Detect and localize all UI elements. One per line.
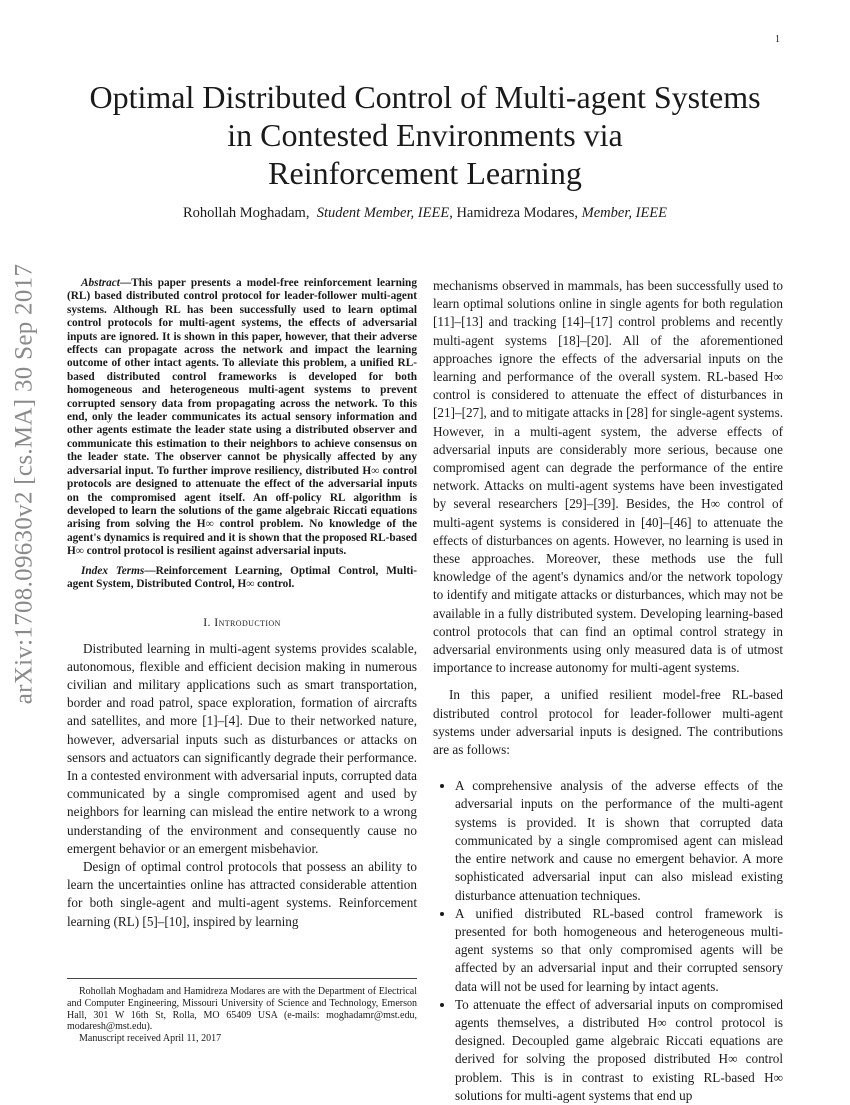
- arxiv-stamp-text: arXiv:1708.09630v2 [cs.MA] 30 Sep 2017: [10, 263, 37, 705]
- index-terms-text: —Reinforcement Learning, Optimal Control, Multi-agent System, Distributed Control, H∞ control.: [67, 564, 417, 590]
- list-item: • A unified distributed RL-based control framework is presented for both homogeneous and heterogeneous multi-agent systems so that only compromised agents will be affected by an adversarial input and their corrupted sensory data will not be used for learning by intact agents.: [455, 905, 783, 996]
- title-line-1: Optimal Distributed Control of Multi-agent Systems: [89, 79, 761, 115]
- author-line: Rohollah Moghadam, Student Member, IEEE, Hamidreza Modares, Member, IEEE: [182, 205, 668, 221]
- index-terms-label: Index Terms: [81, 564, 145, 577]
- section-number: I.: [203, 615, 211, 630]
- section-title: Introduction: [214, 615, 281, 630]
- author-1: Rohollah Moghadam,: [182, 205, 310, 221]
- abstract-label: Abstract: [81, 277, 120, 289]
- paper-title: [40, 78, 810, 192]
- contributions-list: [433, 777, 783, 1105]
- abstract: [67, 277, 417, 559]
- footnote: [67, 978, 417, 1045]
- index-terms: [67, 565, 417, 592]
- abstract-text: —This paper presents a model-free reinforcement learning (RL) based distributed control protocol for leader-follower multi-agent systems. Although RL has been successfully used to learn optimal control protocols for multi-agent systems, the effects of adversarial inputs are ignored. It is shown in this paper, however, that their adverse effects can propagate across the network and impact the learning outcome of other intact agents. To alleviate this problem, a unified RL-based distributed control frameworks is developed for both homogeneous and heterogeneous multi-agent systems to prevent corrupted sensory data from propagating across the network. To this end, only the leader communicates its actual sensory information and other agents estimate the leader state using a distributed observer and communicate this estimation to their neighbors to achieve consensus on the leader state. The observer cannot be physically affected by any adversarial input. To further improve resiliency, distributed H∞ control protocols are designed to attenuate the effect of the adversarial inputs on the compromised agent itself. An off-policy RL algorithm is developed to learn the solutions of the game algebraic Riccati equations arising from solving the H∞ control problem. No knowledge of the agent's dynamics is required and it is shown that the proposed RL-based H∞ control protocol is resilient against adversarial inputs.: [67, 277, 417, 558]
- footnote-affiliation: Rohollah Moghadam and Hamidreza Modares are with the Department of Electrical and Computer Engineering, Missouri University of Science and Technology, Emerson Hall, 301 W 16th St, Rolla, MO 65409 USA (e-mails: moghadamr@mst.edu, modaresh@mst.edu).: [67, 986, 417, 1033]
- page-number: 1: [775, 34, 780, 45]
- right-paragraph-1: mechanisms observed in mammals, has been successfully used to learn optimal solutions online in single agents for both regulation [11]–[13] and tracking [14]–[17] control problems and recently multi-agent systems [18]–[20]. All of the aforementioned approaches ignore the effects of the adversarial inputs on the learning and performance of the overall system. RL-based H∞ control is considered to attenuate the effect of disturbances in [21]–[27], and to mitigate attacks in [28] for single-agent systems. However, in a multi-agent system, the adverse effects of adversarial inputs are considerably more serious, because one compromised agent can degrade the performance of the entire network. Attacks on multi-agent systems have been investigated by several researchers [29]–[39]. Besides, the H∞ control of multi-agent systems is considered in [40]–[46] to attenuate the effects of disturbances on agents. However, no learning is used in these approaches. Moreover, these methods use the full knowledge of the agent's dynamics and/or the network topology to identify and mitigate attacks or disturbances, which may not be available in a fully distributed system. Developing learning-based control protocols that can find an optimal control strategy in adversarial environments using only measured data is of utmost importance to increase autonomy for multi-agent systems.: [433, 278, 783, 676]
- list-item: • A comprehensive analysis of the adverse effects of the adversarial inputs on the performance of the multi-agent systems is provided. It is shown that corrupted data communicated by a single compromised agent can mislead the entire network and cause no emergent behavior. A more sophisticated adversarial input can also mislead existing disturbance attenuation techniques.: [455, 777, 783, 904]
- title-line-2: in Contested Environments via: [227, 117, 623, 153]
- section-heading-introduction: [67, 613, 417, 631]
- right-paragraph-2: In this paper, a unified resilient model-free RL-based distributed control protocol for leader-follower multi-agent systems under adversarial inputs is designed. The contributions are as follows:: [433, 687, 783, 758]
- intro-paragraph-1: Distributed learning in multi-agent systems provides scalable, autonomous, flexible and efficient decision making in numerous civilian and military applications such as smart transportation, border and road patrol, space exploration, formation of aircrafts and satellites, and more [1]–[4]. Due to their networked nature, however, adversarial inputs such as disturbances or attacks on sensors and actuators can significantly degrade their performance. In a contested environment with adversarial inputs, corrupted data communicated by a single compromised agent and used by neighbors for learning can mislead the entire network to a wrong understanding of the environment and consequently cause no emergent behavior or an emergent misbehavior.: [67, 640, 417, 856]
- footnote-received: Manuscript received April 11, 2017: [79, 1033, 222, 1045]
- author-2-role: Member, IEEE: [581, 205, 668, 221]
- arxiv-stamp: [2, 263, 46, 705]
- author-2: Hamidreza Modares,: [456, 205, 579, 221]
- intro-paragraph-2: Design of optimal control protocols that possess an ability to learn the uncertainties online has attracted considerable attention for both single-agent and multi-agent systems. Reinforcement learning (RL) [5]–[10], inspired by learning: [67, 858, 417, 929]
- left-column: [67, 277, 417, 931]
- author-1-role: Student Member, IEEE: [316, 205, 450, 221]
- right-column: [433, 277, 783, 1105]
- title-line-3: Reinforcement Learning: [268, 155, 582, 191]
- list-item: • To attenuate the effect of adversarial inputs on compromised agents themselves, a distributed H∞ control protocol is designed. Decoupled game algebraic Riccati equations are derived for solving the proposed distributed H∞ control problem. This is in contrast to existing RL-based H∞ solutions for multi-agent systems that end up: [455, 996, 783, 1105]
